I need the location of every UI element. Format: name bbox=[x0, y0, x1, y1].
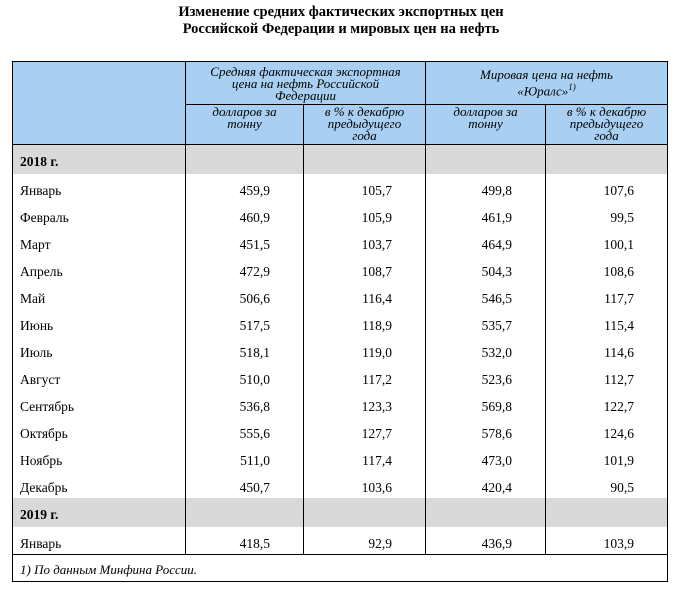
urals-usd-cell: 535,7 bbox=[425, 309, 545, 336]
export-usd-cell: 506,6 bbox=[185, 282, 303, 309]
export-usd-cell: 510,0 bbox=[185, 363, 303, 390]
urals-pct-cell: 115,4 bbox=[545, 309, 667, 336]
urals-pct-cell: 103,9 bbox=[545, 527, 667, 554]
urals-footnote-mark: 1) bbox=[568, 82, 576, 92]
export-usd-cell: 418,5 bbox=[185, 527, 303, 554]
urals-usd-cell: 464,9 bbox=[425, 228, 545, 255]
month-cell: Сентябрь bbox=[20, 399, 75, 414]
urals-pct-cell: 114,6 bbox=[545, 336, 667, 363]
export-pct-cell: 119,0 bbox=[303, 336, 425, 363]
rows-2019 bbox=[13, 527, 667, 554]
month-cell: Январь bbox=[20, 183, 62, 198]
header-col-export-usd: долларов за тонну bbox=[185, 104, 303, 144]
title-line-2: Российской Федерации и мировых цен на нефть bbox=[182, 21, 500, 37]
export-pct-cell: 118,9 bbox=[303, 309, 425, 336]
rows-2018 bbox=[13, 174, 667, 498]
month-cell: Март bbox=[20, 237, 51, 252]
year-cell bbox=[545, 145, 667, 174]
export-pct-cell: 116,4 bbox=[303, 282, 425, 309]
urals-usd-cell: 420,4 bbox=[425, 471, 545, 498]
table-header bbox=[13, 62, 667, 145]
year-cell bbox=[545, 498, 667, 527]
table-row bbox=[13, 174, 667, 201]
header-col-urals-usd: долларов за тонну bbox=[425, 104, 545, 144]
header-group-export-price bbox=[185, 62, 425, 104]
export-usd-cell: 536,8 bbox=[185, 390, 303, 417]
table-row bbox=[13, 444, 667, 471]
table-row bbox=[13, 363, 667, 390]
export-pct-cell: 103,6 bbox=[303, 471, 425, 498]
year-cell bbox=[185, 145, 303, 174]
month-cell: Апрель bbox=[20, 264, 63, 279]
month-cell: Ноябрь bbox=[20, 453, 63, 468]
export-pct-cell: 117,4 bbox=[303, 444, 425, 471]
export-pct-cell: 127,7 bbox=[303, 417, 425, 444]
export-pct-cell: 103,7 bbox=[303, 228, 425, 255]
export-usd-cell: 517,5 bbox=[185, 309, 303, 336]
header-group-urals-price-label bbox=[426, 62, 667, 97]
export-pct-cell: 105,9 bbox=[303, 201, 425, 228]
year-cell bbox=[303, 498, 425, 527]
table-row bbox=[13, 527, 667, 554]
urals-usd-cell: 436,9 bbox=[425, 527, 545, 554]
month-cell: Май bbox=[20, 291, 46, 306]
urals-usd-cell: 578,6 bbox=[425, 417, 545, 444]
table-row bbox=[13, 471, 667, 498]
urals-pct-cell: 100,1 bbox=[545, 228, 667, 255]
export-usd-cell: 460,9 bbox=[185, 201, 303, 228]
header-group-urals-price bbox=[425, 62, 667, 104]
urals-pct-cell: 112,7 bbox=[545, 363, 667, 390]
urals-pct-cell: 90,5 bbox=[545, 471, 667, 498]
table-row bbox=[13, 417, 667, 444]
export-usd-cell: 450,7 bbox=[185, 471, 303, 498]
urals-pct-cell: 101,9 bbox=[545, 444, 667, 471]
urals-label-text: Мировая цена на нефть «Юралс» bbox=[480, 67, 613, 99]
export-usd-cell: 472,9 bbox=[185, 255, 303, 282]
export-pct-cell: 117,2 bbox=[303, 363, 425, 390]
export-usd-cell: 518,1 bbox=[185, 336, 303, 363]
export-pct-cell: 105,7 bbox=[303, 174, 425, 201]
month-cell: Июль bbox=[20, 345, 53, 360]
urals-usd-cell: 532,0 bbox=[425, 336, 545, 363]
year-label: 2018 г. bbox=[20, 154, 59, 169]
year-cell bbox=[425, 498, 545, 527]
month-cell: Январь bbox=[20, 536, 62, 551]
month-cell: Август bbox=[20, 372, 61, 387]
month-cell: Февраль bbox=[20, 210, 69, 225]
table-row bbox=[13, 309, 667, 336]
urals-usd-cell: 461,9 bbox=[425, 201, 545, 228]
year-cell bbox=[303, 145, 425, 174]
month-cell: Июнь bbox=[20, 318, 54, 333]
table-row bbox=[13, 336, 667, 363]
year-label: 2019 г. bbox=[20, 507, 59, 522]
urals-pct-cell: 117,7 bbox=[545, 282, 667, 309]
export-usd-cell: 511,0 bbox=[185, 444, 303, 471]
urals-usd-cell: 569,8 bbox=[425, 390, 545, 417]
urals-pct-cell: 122,7 bbox=[545, 390, 667, 417]
export-usd-cell: 451,5 bbox=[185, 228, 303, 255]
year-row-2018 bbox=[13, 145, 667, 174]
table-title bbox=[0, 4, 682, 38]
export-pct-cell: 123,3 bbox=[303, 390, 425, 417]
export-usd-cell: 555,6 bbox=[185, 417, 303, 444]
table-row bbox=[13, 228, 667, 255]
export-pct-cell: 108,7 bbox=[303, 255, 425, 282]
year-cell bbox=[425, 145, 545, 174]
year-cell bbox=[185, 498, 303, 527]
table-row bbox=[13, 390, 667, 417]
table-row bbox=[13, 201, 667, 228]
title-line-1: Изменение средних фактических экспортных цен bbox=[178, 4, 504, 20]
export-usd-cell: 459,9 bbox=[185, 174, 303, 201]
urals-pct-cell: 99,5 bbox=[545, 201, 667, 228]
urals-usd-cell: 546,5 bbox=[425, 282, 545, 309]
urals-usd-cell: 499,8 bbox=[425, 174, 545, 201]
month-cell: Октябрь bbox=[20, 426, 68, 441]
table-row bbox=[13, 282, 667, 309]
header-group-export-price-label: Средняя фактическая экспортная цена на нефть Российской Федерации bbox=[210, 64, 401, 103]
export-pct-cell: 92,9 bbox=[303, 527, 425, 554]
urals-usd-cell: 473,0 bbox=[425, 444, 545, 471]
urals-pct-cell: 124,6 bbox=[545, 417, 667, 444]
urals-usd-cell: 523,6 bbox=[425, 363, 545, 390]
header-col-export-pct: в % к декабрю предыдущего года bbox=[303, 104, 425, 144]
footnote: 1) По данным Минфина России. bbox=[13, 554, 667, 581]
header-col-urals-pct: в % к декабрю предыдущего года bbox=[545, 104, 667, 144]
price-table bbox=[12, 61, 668, 582]
year-row-2019 bbox=[13, 498, 667, 527]
urals-pct-cell: 108,6 bbox=[545, 255, 667, 282]
urals-pct-cell: 107,6 bbox=[545, 174, 667, 201]
month-cell: Декабрь bbox=[20, 480, 68, 495]
table-row bbox=[13, 255, 667, 282]
urals-usd-cell: 504,3 bbox=[425, 255, 545, 282]
